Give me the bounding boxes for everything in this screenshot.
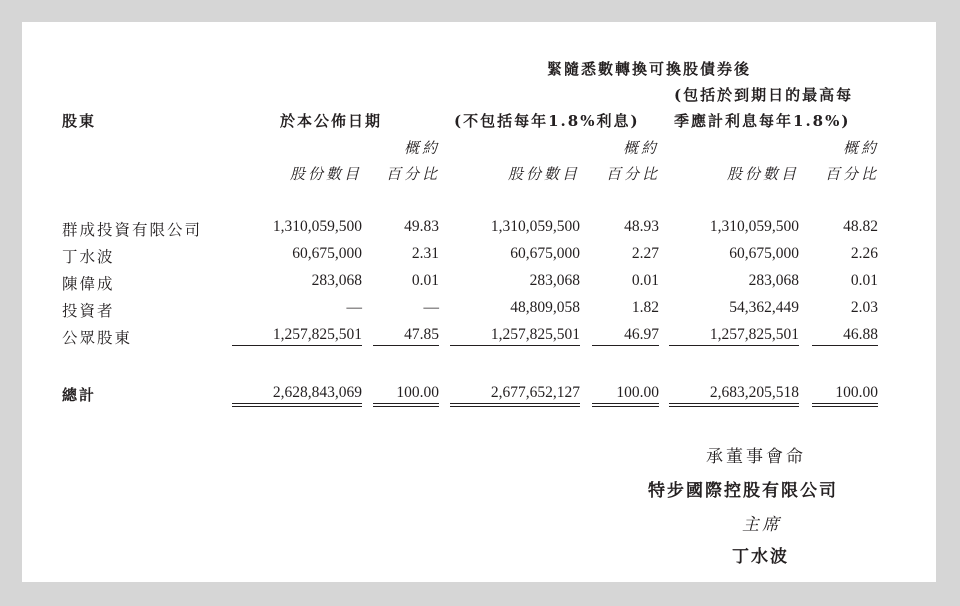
col3-title-line1: (包括於到期日的最高每 [674, 86, 854, 104]
total-p1: 100.00 [396, 384, 439, 401]
document-page [22, 22, 936, 582]
row-p2-3: 1.82 [631, 299, 659, 316]
subtotal-line-s1 [232, 345, 362, 346]
row-p2-4: 46.97 [624, 326, 659, 343]
row-p3-0: 48.82 [843, 218, 878, 235]
subtotal-line-s3 [669, 345, 799, 346]
percent-label-1: 百分比 [385, 165, 440, 183]
col1-title: 於本公佈日期 [280, 112, 383, 130]
row-s2-4: 1,257,825,501 [490, 326, 580, 343]
row-s2-0: 1,310,059,500 [490, 218, 580, 235]
total-p2: 100.00 [616, 384, 659, 401]
approx-label-3: 概約 [842, 139, 879, 157]
row-s1-1: 60,675,000 [292, 245, 362, 262]
signature-company: 特步國際控股有限公司 [648, 481, 838, 501]
subtotal-line-s2 [450, 345, 580, 346]
subtotal-line-p2 [592, 345, 659, 346]
conversion-header: 緊隨悉數轉換可換股債券後 [547, 60, 752, 78]
row-p3-4: 46.88 [843, 326, 878, 343]
total-s1: 2,628,843,069 [272, 384, 362, 401]
total-line-s1 [232, 403, 362, 407]
total-line-p2 [592, 403, 659, 407]
row-name-2: 陳偉成 [62, 275, 115, 293]
shares-label-2: 股份數目 [507, 165, 580, 183]
row-p1-1: 2.31 [411, 245, 439, 262]
row-p2-2: 0.01 [631, 272, 659, 289]
row-s3-2: 283,068 [748, 272, 799, 289]
row-s1-2: 283,068 [311, 272, 362, 289]
row-s2-1: 60,675,000 [510, 245, 580, 262]
shareholder-header: 股東 [62, 112, 97, 130]
total-s2: 2,677,652,127 [490, 384, 580, 401]
col2-title: (不包括每年1.8%利息) [454, 112, 640, 130]
row-s3-0: 1,310,059,500 [709, 218, 799, 235]
row-s1-3: — [346, 299, 362, 316]
shares-label-3: 股份數目 [726, 165, 799, 183]
total-p3: 100.00 [835, 384, 878, 401]
total-line-s2 [450, 403, 580, 407]
row-p1-2: 0.01 [411, 272, 439, 289]
percent-label-2: 百分比 [605, 165, 660, 183]
row-s2-2: 283,068 [529, 272, 580, 289]
row-p2-0: 48.93 [624, 218, 659, 235]
approx-label-1: 概約 [403, 139, 440, 157]
row-name-1: 丁水波 [62, 248, 115, 266]
total-line-p3 [812, 403, 878, 407]
total-s3: 2,683,205,518 [709, 384, 799, 401]
row-s1-0: 1,310,059,500 [272, 218, 362, 235]
row-p2-1: 2.27 [631, 245, 659, 262]
row-p1-4: 47.85 [404, 326, 439, 343]
signature-title: 主席 [742, 515, 782, 535]
col3-title-line2: 季應計利息每年1.8%) [674, 112, 851, 130]
subtotal-line-p1 [373, 345, 439, 346]
row-s2-3: 48,809,058 [510, 299, 580, 316]
shares-label-1: 股份數目 [289, 165, 362, 183]
row-p1-0: 49.83 [404, 218, 439, 235]
row-s3-1: 60,675,000 [729, 245, 799, 262]
approx-label-2: 概約 [622, 139, 659, 157]
row-s3-3: 54,362,449 [729, 299, 799, 316]
total-label: 總計 [62, 386, 97, 404]
row-p1-3: — [423, 299, 439, 316]
signature-board-order: 承董事會命 [706, 447, 806, 467]
percent-label-3: 百分比 [824, 165, 879, 183]
total-line-p1 [373, 403, 439, 407]
row-s3-4: 1,257,825,501 [709, 326, 799, 343]
row-s1-4: 1,257,825,501 [272, 326, 362, 343]
row-p3-3: 2.03 [850, 299, 878, 316]
row-name-0: 群成投資有限公司 [62, 221, 203, 239]
row-name-4: 公眾股東 [62, 329, 133, 347]
row-name-3: 投資者 [62, 302, 115, 320]
row-p3-1: 2.26 [850, 245, 878, 262]
row-p3-2: 0.01 [850, 272, 878, 289]
signature-name: 丁水波 [732, 547, 789, 567]
total-line-s3 [669, 403, 799, 407]
subtotal-line-p3 [812, 345, 878, 346]
